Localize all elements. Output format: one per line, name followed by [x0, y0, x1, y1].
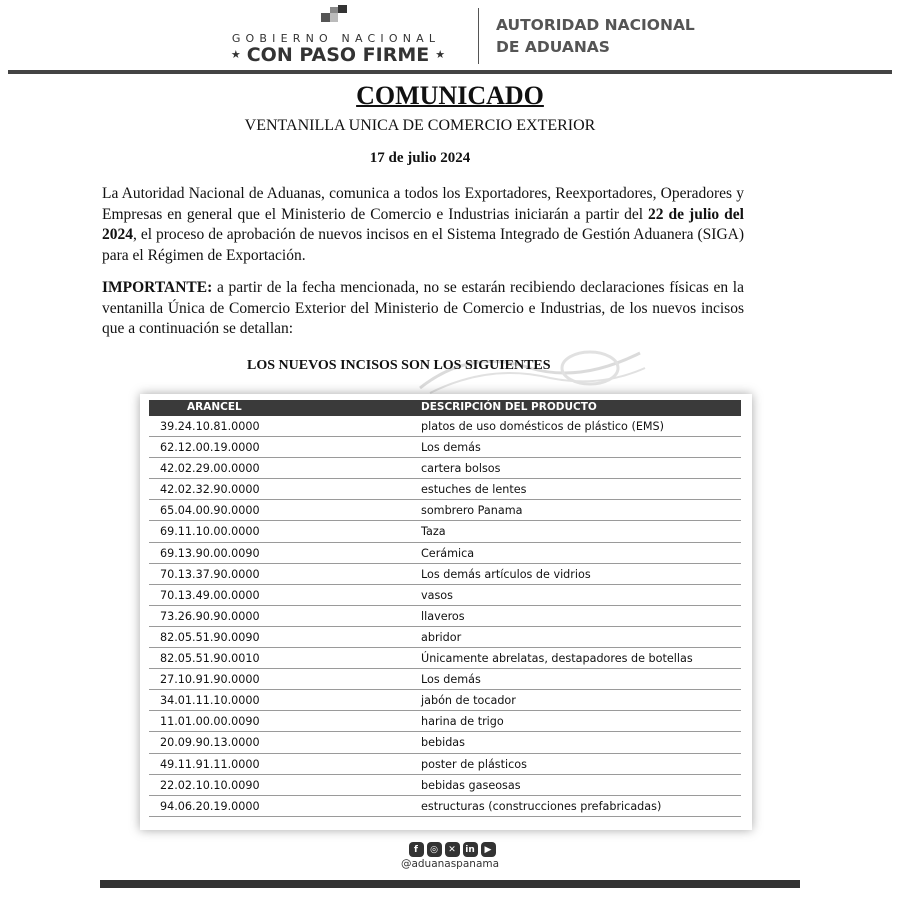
tariff-table [140, 394, 752, 830]
header-divider [478, 8, 479, 64]
product-description: Únicamente abrelatas, destapadores de botellas [421, 652, 693, 666]
product-description: jabón de tocador [421, 694, 516, 708]
table-header [149, 400, 741, 416]
arancel-code: 11.01.00.00.0090 [160, 715, 260, 729]
table-row [149, 479, 741, 500]
social-icons [402, 842, 502, 858]
important-label: IMPORTANTE: [102, 279, 213, 296]
product-description: Los demás [421, 673, 481, 687]
linkedin-icon[interactable]: in [463, 842, 478, 857]
facebook-icon[interactable]: f [409, 842, 424, 857]
product-description: estructuras (construcciones prefabricadas) [421, 799, 662, 813]
product-description: vasos [421, 588, 453, 602]
arancel-code: 22.02.10.10.0090 [160, 778, 260, 792]
table-row [149, 564, 741, 585]
table-row [149, 606, 741, 627]
instagram-icon[interactable]: ◎ [427, 842, 442, 857]
product-description: Los demás artículos de vidrios [421, 567, 591, 581]
table-row [149, 521, 741, 542]
product-description: cartera bolsos [421, 462, 501, 476]
arancel-code: 70.13.37.90.0000 [160, 567, 260, 581]
document-subtitle: VENTANILLA UNICA DE COMERCIO EXTERIOR [244, 117, 596, 134]
document-title: COMUNICADO [356, 81, 544, 110]
product-description: bebidas [421, 736, 465, 750]
arancel-code: 20.09.90.13.0000 [160, 736, 260, 750]
star-icon: ★ [435, 48, 446, 61]
product-description: poster de plásticos [421, 757, 527, 771]
header-rule [8, 70, 892, 74]
government-slogan [204, 44, 472, 66]
table-row [149, 543, 741, 564]
header-arancel: ARANCEL [187, 401, 242, 413]
social-handle: @aduanaspanama [400, 858, 500, 870]
paragraph-important [102, 278, 744, 340]
agency-name [496, 14, 695, 58]
table-row [149, 585, 741, 606]
table-row [149, 796, 741, 817]
agency-line2: DE ADUANAS [496, 38, 610, 56]
arancel-code: 62.12.00.19.0000 [160, 441, 260, 455]
table-row [149, 437, 741, 458]
arancel-code: 42.02.29.00.0000 [160, 462, 260, 476]
paragraph-announcement [102, 184, 744, 266]
slogan-text: CON PASO FIRME [246, 44, 430, 66]
product-description: Taza [421, 525, 446, 539]
paragraph1-date: 22 de julio del 2024 [102, 205, 744, 243]
product-description: abridor [421, 630, 462, 644]
arancel-code: 39.24.10.81.0000 [160, 420, 260, 433]
table-row [149, 754, 741, 775]
table-row [149, 775, 741, 796]
table-row [149, 690, 741, 711]
arancel-code: 82.05.51.90.0010 [160, 652, 260, 666]
table-row [149, 627, 741, 648]
paragraph1-text-a: La Autoridad Nacional de Aduanas, comunica a todos los Exportadores, Reexportadores, Operadores y Empresas en general que el Ministerio de Comercio e Industrias iniciarán a partir del [102, 185, 744, 223]
government-flag-logo-icon [318, 5, 350, 25]
list-heading: LOS NUEVOS INCISOS SON LOS SIGUIENTES [247, 358, 551, 373]
arancel-code: 69.13.90.00.0090 [160, 546, 260, 560]
product-description: estuches de lentes [421, 483, 527, 497]
table-row [149, 500, 741, 521]
product-description: llaveros [421, 609, 465, 623]
youtube-icon[interactable]: ▶ [481, 842, 496, 857]
arancel-code: 49.11.91.11.0000 [160, 757, 260, 771]
header-descripcion: DESCRIPCIÓN DEL PRODUCTO [421, 401, 597, 413]
document-date: 17 de julio 2024 [369, 150, 471, 166]
arancel-code: 94.06.20.19.0000 [160, 799, 260, 813]
arancel-code: 69.11.10.00.0000 [160, 525, 260, 539]
arancel-code: 70.13.49.00.0000 [160, 588, 260, 602]
arancel-code: 42.02.32.90.0000 [160, 483, 260, 497]
arancel-code: 27.10.91.90.0000 [160, 673, 260, 687]
table-row [149, 669, 741, 690]
table-row [149, 711, 741, 732]
arancel-code: 65.04.00.90.0000 [160, 504, 260, 518]
paragraph2-text: a partir de la fecha mencionada, no se estarán recibiendo declaraciones físicas en la ventanilla Única de Comercio Exterior del Ministerio de Comercio e Industrias, de los nuevos incisos que a continuación se detallan: [102, 279, 744, 337]
government-line1: GOBIERNO NACIONAL [231, 32, 441, 45]
table-row [149, 416, 741, 437]
product-description: Los demás [421, 441, 481, 455]
product-description: Cerámica [421, 546, 475, 560]
table-row [149, 732, 741, 753]
arancel-code: 34.01.11.10.0000 [160, 694, 260, 708]
paragraph1-text-b: , el proceso de aprobación de nuevos incisos en el Sistema Integrado de Gestión Aduanera (SIGA) para el Régimen de Exportación. [102, 226, 744, 264]
footer-bar [100, 880, 800, 888]
table-row [149, 458, 741, 479]
arancel-code: 82.05.51.90.0090 [160, 630, 260, 644]
arancel-code: 73.26.90.90.0000 [160, 609, 260, 623]
table-row [149, 648, 741, 669]
star-icon: ★ [230, 48, 241, 61]
product-description: bebidas gaseosas [421, 778, 521, 792]
table-body [149, 416, 741, 817]
product-description: sombrero Panama [421, 504, 523, 518]
x-icon[interactable]: ✕ [445, 842, 460, 857]
product-description: platos de uso domésticos de plástico (EMS) [421, 420, 665, 433]
product-description: harina de trigo [421, 715, 504, 729]
agency-line1: AUTORIDAD NACIONAL [496, 16, 695, 34]
